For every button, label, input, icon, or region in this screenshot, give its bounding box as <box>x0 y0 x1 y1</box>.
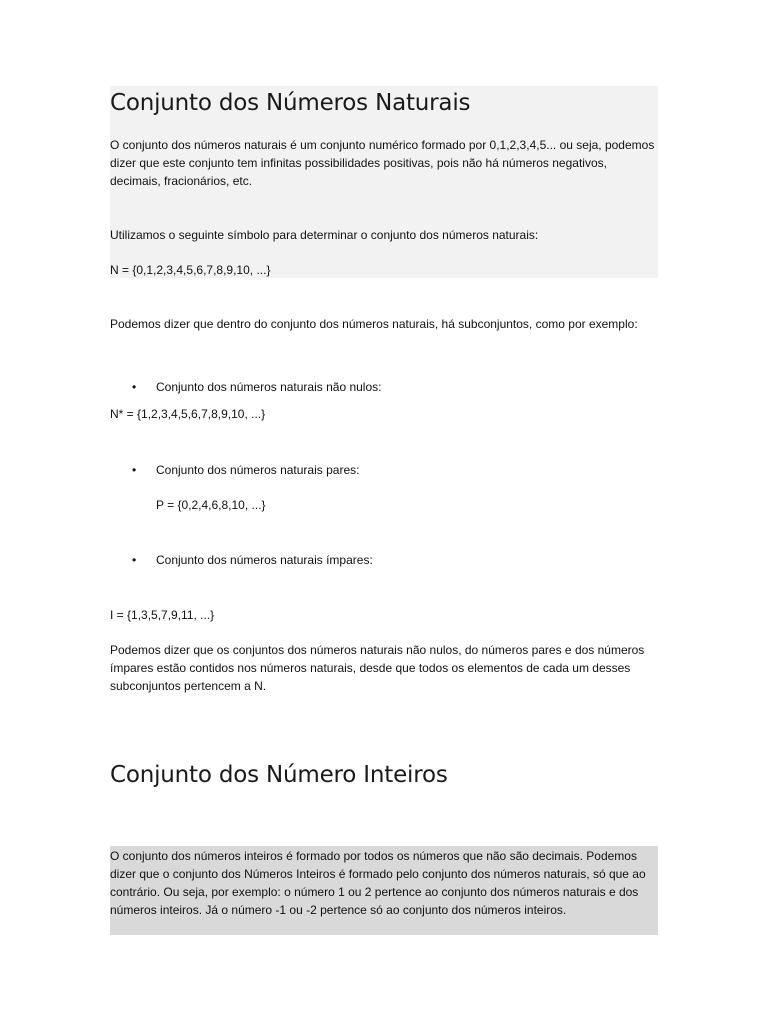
subset-set: N* = {1,2,3,4,5,6,7,8,9,10, ...} <box>110 407 266 421</box>
subset-label: Conjunto dos números naturais não nulos: <box>156 380 382 394</box>
list-item <box>110 551 658 569</box>
subset-label: Conjunto dos números naturais pares: <box>156 463 360 477</box>
natural-numbers-conclusion: Podemos dizer que os conjuntos dos números naturais não nulos, do números pares e dos números ímpares estão contidos nos números naturais, desde que todos os elementos de cada um desses subconjuntos pertencem a N. <box>110 643 645 693</box>
subset-label: Conjunto dos números naturais ímpares: <box>156 553 373 567</box>
set-n: N = {0,1,2,3,4,5,6,7,8,9,10, ...} <box>110 263 271 277</box>
list-item <box>110 378 658 396</box>
subset-set: I = {1,3,5,7,9,11, ...} <box>110 608 215 622</box>
integers-intro-box <box>110 846 658 935</box>
bullet-icon: • <box>132 553 137 567</box>
bullet-icon: • <box>132 380 137 394</box>
natural-numbers-intro: O conjunto dos números naturais é um conjunto numérico formado por 0,1,2,3,4,5... ou seja, podemos dizer que este conjunto tem infinitas possibilidades positivas, pois não há números negativos, decimais, fracionários, etc. <box>110 138 655 188</box>
section-natural-numbers-box <box>110 86 658 278</box>
integers-intro: O conjunto dos números inteiros é formado por todos os números que não são decimais. Podemos dizer que o conjunto dos Números Inteiros é formado pelo conjunto dos números naturais, só que ao contrário. Ou seja, por exemplo: o número 1 ou 2 pertence ao conjunto dos números naturais e dos números inteiros. Já o número -1 ou -2 pertence só ao conjunto dos números inteiros. <box>110 849 646 917</box>
list-item <box>110 461 658 479</box>
bullet-icon: • <box>132 463 137 477</box>
subset-set-row <box>110 496 658 514</box>
symbol-intro: Utilizamos o seguinte símbolo para determinar o conjunto dos números naturais: <box>110 228 539 242</box>
section-title-natural-numbers: Conjunto dos Números Naturais <box>110 90 471 116</box>
section-title-integers: Conjunto dos Número Inteiros <box>110 762 448 788</box>
subset-set: P = {0,2,4,6,8,10, ...} <box>156 498 266 512</box>
subsets-intro: Podemos dizer que dentro do conjunto dos números naturais, há subconjuntos, como por exemplo: <box>110 317 638 331</box>
